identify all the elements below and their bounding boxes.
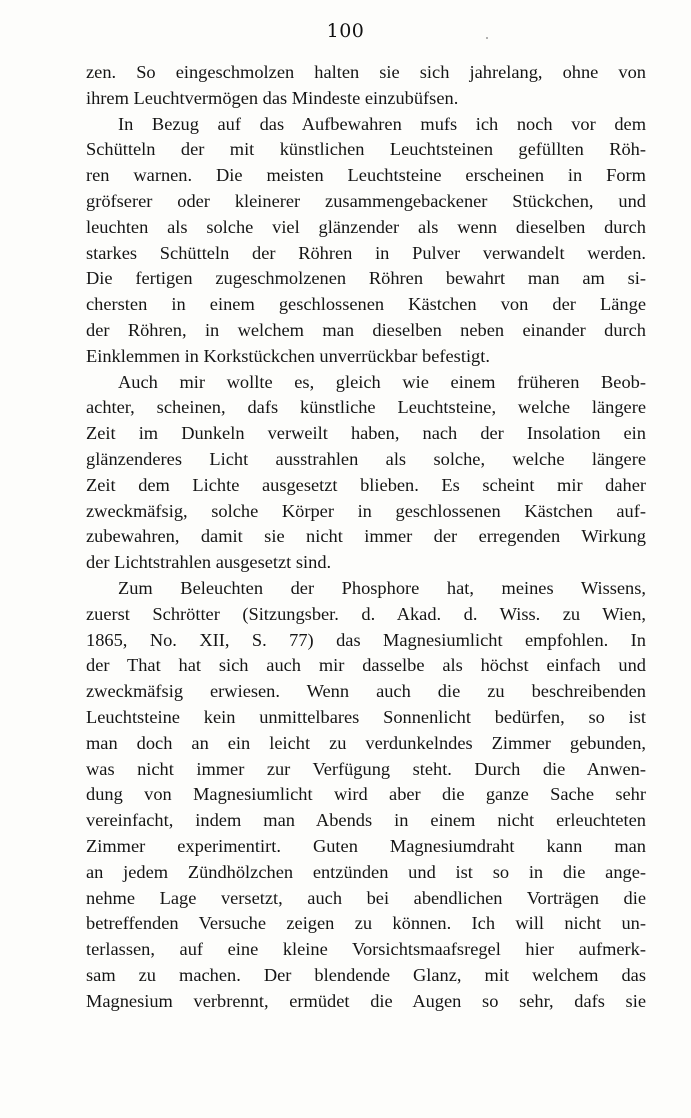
text-line: 1865, No. XII, S. 77) das Magnesiumlicht empfohlen. In xyxy=(86,629,646,650)
text-line: der That hat sich auch mir dasselbe als höchst einfach und xyxy=(86,655,646,676)
text-line: achter, scheinen, dafs künstliche Leuchtsteine, welche längere xyxy=(86,397,646,418)
text-line: Einklemmen in Korkstückchen unverrückbar befestigt. xyxy=(86,345,490,366)
text-line: zweckmäfsig erwiesen. Wenn auch die zu beschreibenden xyxy=(86,681,646,702)
text-line: Schütteln der mit künstlichen Leuchtsteinen gefüllten Röh- xyxy=(86,139,646,160)
text-line: In Bezug auf das Aufbewahren mufs ich noch vor dem xyxy=(118,113,646,134)
text-line: zweckmäfsig, solche Körper in geschlossenen Kästchen auf- xyxy=(86,500,646,521)
text-line: leuchten als solche viel glänzender als wenn dieselben durch xyxy=(86,216,646,237)
page-number: 100 xyxy=(326,20,365,42)
text-line: zubewahren, damit sie nicht immer der erregenden Wirkung xyxy=(86,526,646,547)
text-line: Magnesium verbrennt, ermüdet die Augen so sehr, dafs sie xyxy=(86,990,646,1011)
text-line: zuerst Schrötter (Sitzungsber. d. Akad. d. Wiss. zu Wien, xyxy=(86,603,646,624)
text-line: zen. So eingeschmolzen halten sie sich jahrelang, ohne von xyxy=(86,62,646,82)
text-line: terlassen, auf eine kleine Vorsichtsmaafsregel hier aufmerk- xyxy=(86,939,646,960)
text-line: ihrem Leuchtvermögen das Mindeste einzubüfsen. xyxy=(86,87,459,108)
text-line: an jedem Zündhölzchen entzünden und ist so in die ange- xyxy=(86,861,646,882)
text-line: nehme Lage versetzt, auch bei abendlichen Vorträgen die xyxy=(86,887,646,908)
text-line: dung von Magnesiumlicht wird aber die ganze Sache sehr xyxy=(86,784,646,805)
text-line: man doch an ein leicht zu verdunkelndes Zimmer gebunden, xyxy=(86,732,646,753)
text-line: gröfserer oder kleinerer zusammengebackener Stückchen, und xyxy=(86,190,646,211)
text-line: der Lichtstrahlen ausgesetzt sind. xyxy=(86,552,332,573)
text-line: Die fertigen zugeschmolzenen Röhren bewahrt man am si- xyxy=(86,268,646,289)
text-line: sam zu machen. Der blendende Glanz, mit welchem das xyxy=(86,964,646,985)
text-line: betreffenden Versuche zeigen zu können. Ich will nicht un- xyxy=(86,913,646,934)
text-line: starkes Schütteln der Röhren in Pulver verwandelt werden. xyxy=(86,242,646,263)
text-line: chersten in einem geschlossenen Kästchen von der Länge xyxy=(86,294,646,315)
text-line: Zum Beleuchten der Phosphore hat, meines Wissens, xyxy=(118,577,646,598)
text-line: Auch mir wollte es, gleich wie einem früheren Beob- xyxy=(118,371,646,392)
text-line: der Röhren, in welchem man dieselben neben einander durch xyxy=(86,319,646,340)
text-line: Zeit dem Lichte ausgesetzt blieben. Es scheint mir daher xyxy=(86,474,646,495)
text-line: Leuchtsteine kein unmittelbares Sonnenlicht bedürfen, so ist xyxy=(86,706,646,727)
text-line: glänzenderes Licht ausstrahlen als solche, welche längere xyxy=(86,448,646,469)
text-line: Zeit im Dunkeln verweilt haben, nach der Insolation ein xyxy=(86,423,646,444)
print-speck xyxy=(486,37,488,39)
text-line: ren warnen. Die meisten Leuchtsteine erscheinen in Form xyxy=(86,165,646,186)
text-line: Zimmer experimentirt. Guten Magnesiumdraht kann man xyxy=(86,835,646,856)
text-line: vereinfacht, indem man Abends in einem nicht erleuchteten xyxy=(86,810,646,831)
body-text xyxy=(86,60,646,1014)
text-line: was nicht immer zur Verfügung steht. Durch die Anwen- xyxy=(86,758,646,779)
